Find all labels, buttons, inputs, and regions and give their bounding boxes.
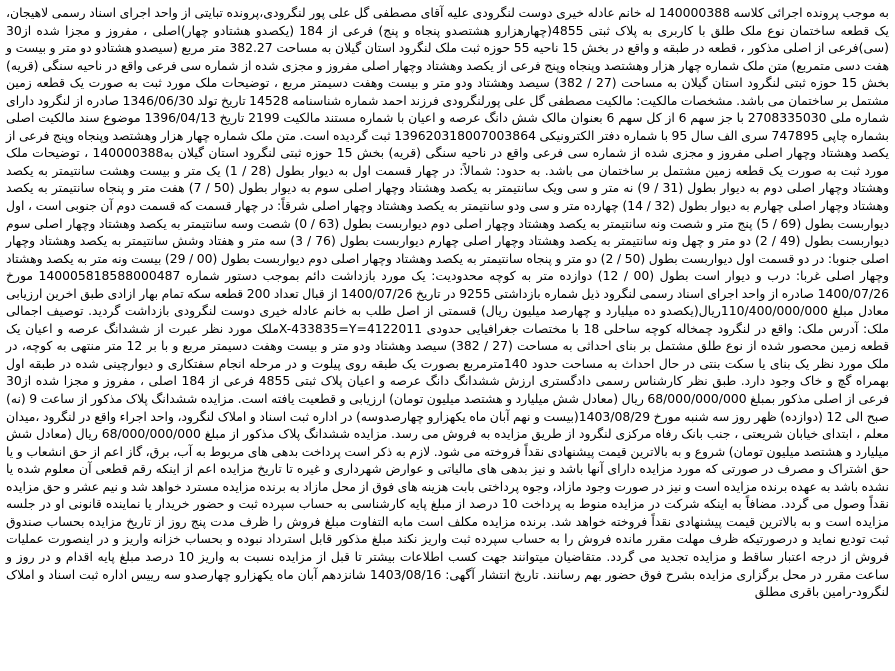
auction-notice-text: به موجب پرونده اجرائی کلاسه 140000388 له خانم عادله خیری دوست لنگرودی علیه آقای مصطفی گل علی پور لنگرودی،پرونده تبایتی از واحد اجرای اسناد رسمی لاهیجان، یک قطعه ساختمان نوع ملک طلق با کاربری به پلاک ثبتی 4855(چهارهزارو هشتصدو پنجاه و پنج) فرعی از 184 (یکصدو هشتادو چهار)اصلی ، مفروز و مجزا شده از30 (سی)فرعی از اصلی مذکور ، قطعه در طبقه و واقع در بخش 15 ناحیه 55 حوزه ثبت ملک لنگرود استان گیلان به مساحت 382.27 متر مربع (سیصدو هشتادو دو متر و بیست و هفت دسی متمربع) متن ملک شماره چهار هزار وهشتصد وپنجاه وپنج فرعی از یکصد وهشتاد وچهار اصلی مفروز و مجزی شده از شماره سی فرعی واقع در ناحیه سنگی (قریه) بخش 15 حوزه ثبتی لنگرود استان گیلان به مساحت (27 / 382) سیصد وهشتاد ودو متر و بیست وهفت دسیمتر مربع ، توضیحات ملک مورد ثبت به صورت یک قطعه زمین مشتمل بر ساختمان می باشد. مشخصات مالکیت: مالکیت مصطفی گل علی پورلنگرودی فرزند احمد شماره شناسنامه 14528 تاریخ تولد 1346/06/30 صادره از لنگرود دارای شماره ملی 2708335030 با جز سهم 6 از کل سهم 6 بعنوان مالک شش دانگ عرصه و اعیان با شماره مستند مالکیت 2199 تاریخ 1396/04/13 موضوع سند مالکیت اصلی بشماره چاپی 747895 سری الف سال 95 با شماره دفتر الکترونیکی 139620318007003864 ثبت گردیده است. متن ملک شماره چهار هزار وهشتصد وپنجاه وپنج فرعی از یکصد وهشتاد وچهار اصلی مفروز و مجزی شده از شماره سی فرعی واقع در ناحیه سنگی (قریه) بخش 15 حوزه ثبتی لنگرود استان گیلان به140000388 ، توضیحات ملک مورد ثبت به صورت یک قطعه زمین مشتمل بر ساختمان می باشد. به حدود: شمالاً: در چهار قسمت اول به دیوار بطول (28 / 1) یک متر و بیست وهشت سانتیمتر به یکصد وهشتاد وچهار اصلی دوم به دیوار بطول (31 / 9) نه متر و سی ویک سانتیمتر به یکصد وهشتاد وچهار اصلی سوم به دیوار بطول (50 / 7) هفت متر و پنجاه سانتیمتر به یکصد وهشتاد وچهار اصلی چهارم به دیوار بطول (32 / 14) چهارده متر و سی ودو سانتیمتر به یکصد وهشتاد وچهار اصلی شرقاً: در چهار قسمت که قسمت دوم آن جنوبی است ، اول دیواربست بطول (69 / 5) پنج متر و شصت ونه سانتیمتر به یکصد وهشتاد وچهار اصلی دوم دیواربست بطول (63 / 0) شصت وسه سانتیمتر به یکصد وهشتاد وچهار اصلی سوم دیواربست بطول (49 / 2) دو متر و چهل ونه سانتیمتر به یکصد وهشتاد وچهار اصلی چهارم دیواربست بطول (76 / 3) سه متر و هفتاد وشش سانتیمتر به یکصد وهشتاد وچهار اصلی جنوبا: در دو قسمت اول دیواربست بطول (50 / 2) دو متر و پنجاه سانتیمتر به یکصد وهشتاد وچهار اصلی دوم دیواربست بطول (00 / 29) بیست ونه متر به یکصد وهشتاد وچهار اصلی غربا: درب و دیوار است بطول (00 / 12) دوازده متر به کوچه محدودیت: یک مورد بازداشت دائم بموجب دستور شماره 140005818588000487 مورخ 1400/07/26 صادره از واحد اجرای اسناد رسمی لنگرود ذیل شماره بازداشتی 9255 در تاریخ 1400/07/26 از قبال تعداد 200 قطعه سکه تمام بهار ازادی طبق اخرین ارزیابی معادل مبلغ 110/400/000/000ریال(یکصدو ده میلیارد و چهارصد میلیون ریال) قسمتی از اصل طلب به خانم عادله خیری دوست لنگرودی بازداشت گردید. توصیف اجمالی ملک: آدرس ملک: واقع در لنگرود چمخاله کوچه ساحلی 18 با مختصات جغرافیایی حدودی 4122011=X-433835=Yملک مورد نظر عبرت از ششدانگ عرصه و اعیان یک قطعه زمین محصور شده از نوع طلق مشتمل بر بنای احداثی به مساحت (27 / 382) سیصد وهشتاد ودو متر و بیست وهفت دسیمتر مربع و با بر 12 متر منتهی به کوچه، در ملک مورد نظر یک بنای یا سکت بنتی در حال احداث به مساحت حدود 140مترمربع بصورت یک طبقه روی پیلوت و در مرحله انجام سفتکاری و دیوارچینی شده در طبقه اول بهمراه گچ و خاک وجود دارد. طبق نظر کارشناس رسمی دادگستری ارزش ششدانگ دانگ عرصه و اعیان پلاک ثبتی 4855 فرعی از 184 اصلی ، مفروز و مجزا شده از30 فرعی از اصلی مذکور بمبلغ 68/000/000/000 ریال (معادل شش میلیارد و هشتصد میلیون تومان) ارزیابی و قطعیت یافته است. مزایده ششدانگ پلاک مذکور از ساعت 9 (نه) صبح الی 12 (دوازده) ظهر روز سه شنبه مورخ 1403/08/29(بیست و نهم آبان ماه یکهزارو چهارصدوسه) در اداره ثبت اسناد و املاک لنگرود، واحد اجراء واقع در لنگرود ،میدان معلم ، ابتدای خیابان شریعتی ، جنب بانک رفاه مرکزی لنگرود از طریق مزایده به فروش می رسد. مزایده ششدانگ پلاک مذکور از مبلغ 68/000/000/000 ریال (معادل شش میلیارد و هشتصد میلیون تومان) شروع و به بالاترین قیمت پیشنهادی نقداً فروخته می شود. لازم به ذکر است پرداخت بدهی های مربوط به آب، برق، گاز اعم از حق انشعاب و یا حق اشتراک و مصرف در صورتی که مورد مزایده دارای آنها باشد و نیز بدهی های مالیاتی و عوارض شهرداری و غیره تا تاریخ مزایده اعم از اینکه رقم قطعی آن معلوم شده یا نشده باشد به عهده برنده مزایده است و نیز در صورت وجود مازاد، وجوه پرداختی بابت هزینه های فوق از محل مازاد به برنده مزایده مسترد خواهد شد و نیم عشر و حق مزایده نقداً وصول می گردد. مضافاً به اینکه شرکت در مزایده منوط به پرداخت 10 درصد از مبلغ پایه کارشناسی به حساب سپرده ثبت و حضور خریدار یا نماینده قانونی او در جلسه مزایده است و به بالاترین قیمت پیشنهادی نقداً فروخته خواهد شد. برنده مزایده مکلف است مابه التفاوت مبلغ فروش را ظرف مدت پنج روز از تاریخ مزایده بحساب صندوق ثبت تودیع نماید و درصورتیکه ظرف مهلت مقرر مانده فروش را به حساب سپرده ثبت واریز نکند مبلغ مذکور قابل استرداد نبوده و بحساب خزانه واریز و در اینصورت عملیات فروش از درجه اعتبار ساقط و مزایده تجدید می گردد. متقاضیان میتوانند جهت کسب اطلاعات بیشتر تا قبل از مزایده نسبت به واریز 10 درصد مبلغ پایه اقدام و در روز و ساعت مقرر در محل برگزاری مزایده بشرح فوق حضور بهم رسانند. تاریخ انتشار آگهی: 1403/08/16 شانزدهم آبان ماه یکهزارو چهارصدو سه رییس اداره ثبت اسناد و املاک لنگرود-رامین باقری مطلق <box>6 5 890 600</box>
